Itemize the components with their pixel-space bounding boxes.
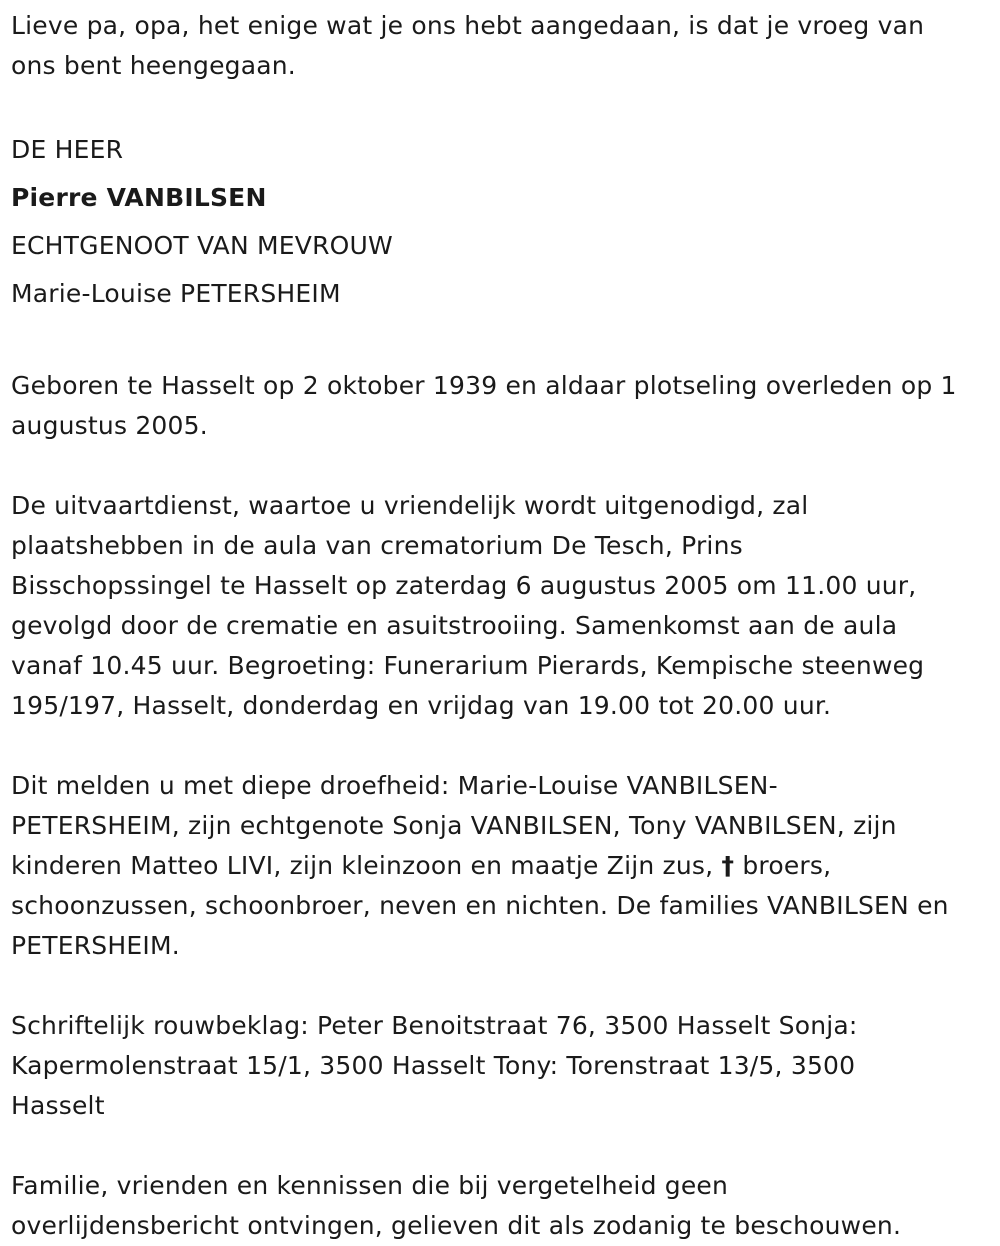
family-line [11, 846, 996, 886]
closing-line: overlijdensbericht ontvingen, gelieven dit als zodanig te beschouwen. [11, 1211, 902, 1240]
family-paragraph [11, 766, 996, 966]
family-line-text: broers, [742, 851, 832, 880]
relation-line: ECHTGENOOT VAN MEVROUW [11, 231, 393, 260]
service-paragraph [11, 486, 996, 726]
intro-line: ons bent heengegaan. [11, 51, 296, 80]
intro-paragraph [11, 6, 996, 86]
service-line: Bisschopssingel te Hasselt op zaterdag 6 augustus 2005 om 11.00 uur, [11, 571, 917, 600]
service-line: plaatshebben in de aula van crematorium De Tesch, Prins [11, 531, 743, 560]
obituary-notice [11, 6, 996, 1246]
family-line-text: kinderen Matteo LIVI, zijn kleinzoon en maatje Zijn zus, [11, 851, 714, 880]
family-line: PETERSHEIM. [11, 931, 180, 960]
condolences-paragraph [11, 1006, 996, 1126]
birth-line: augustus 2005. [11, 411, 208, 440]
service-line: De uitvaartdienst, waartoe u vriendelijk wordt uitgenodigd, zal [11, 491, 809, 520]
spouse-name: Marie-Louise PETERSHEIM [11, 279, 341, 308]
intro-line: Lieve pa, opa, het enige wat je ons hebt aangedaan, is dat je vroeg van [11, 11, 925, 40]
family-line: PETERSHEIM, zijn echtgenote Sonja VANBILSEN, Tony VANBILSEN, zijn [11, 811, 897, 840]
deceased-name: Pierre VANBILSEN [11, 183, 267, 212]
cross-icon: † [721, 851, 735, 880]
service-line: gevolgd door de crematie en asuitstrooiing. Samenkomst aan de aula [11, 611, 898, 640]
condolences-line: Hasselt [11, 1091, 105, 1120]
service-line: 195/197, Hasselt, donderdag en vrijdag van 19.00 tot 20.00 uur. [11, 691, 832, 720]
birth-paragraph [11, 366, 996, 446]
honorific: DE HEER [11, 135, 124, 164]
condolences-line: Kapermolenstraat 15/1, 3500 Hasselt Tony: Torenstraat 13/5, 3500 [11, 1051, 856, 1080]
closing-line: Familie, vrienden en kennissen die bij vergetelheid geen [11, 1171, 729, 1200]
birth-line: Geboren te Hasselt op 2 oktober 1939 en aldaar plotseling overleden op 1 [11, 371, 957, 400]
condolences-line: Schriftelijk rouwbeklag: Peter Benoitstraat 76, 3500 Hasselt Sonja: [11, 1011, 858, 1040]
family-line: Dit melden u met diepe droefheid: Marie-Louise VANBILSEN- [11, 771, 778, 800]
closing-paragraph [11, 1166, 996, 1246]
family-line: schoonzussen, schoonbroer, neven en nichten. De families VANBILSEN en [11, 891, 949, 920]
deceased-header [11, 126, 996, 318]
service-line: vanaf 10.45 uur. Begroeting: Funerarium Pierards, Kempische steenweg [11, 651, 925, 680]
